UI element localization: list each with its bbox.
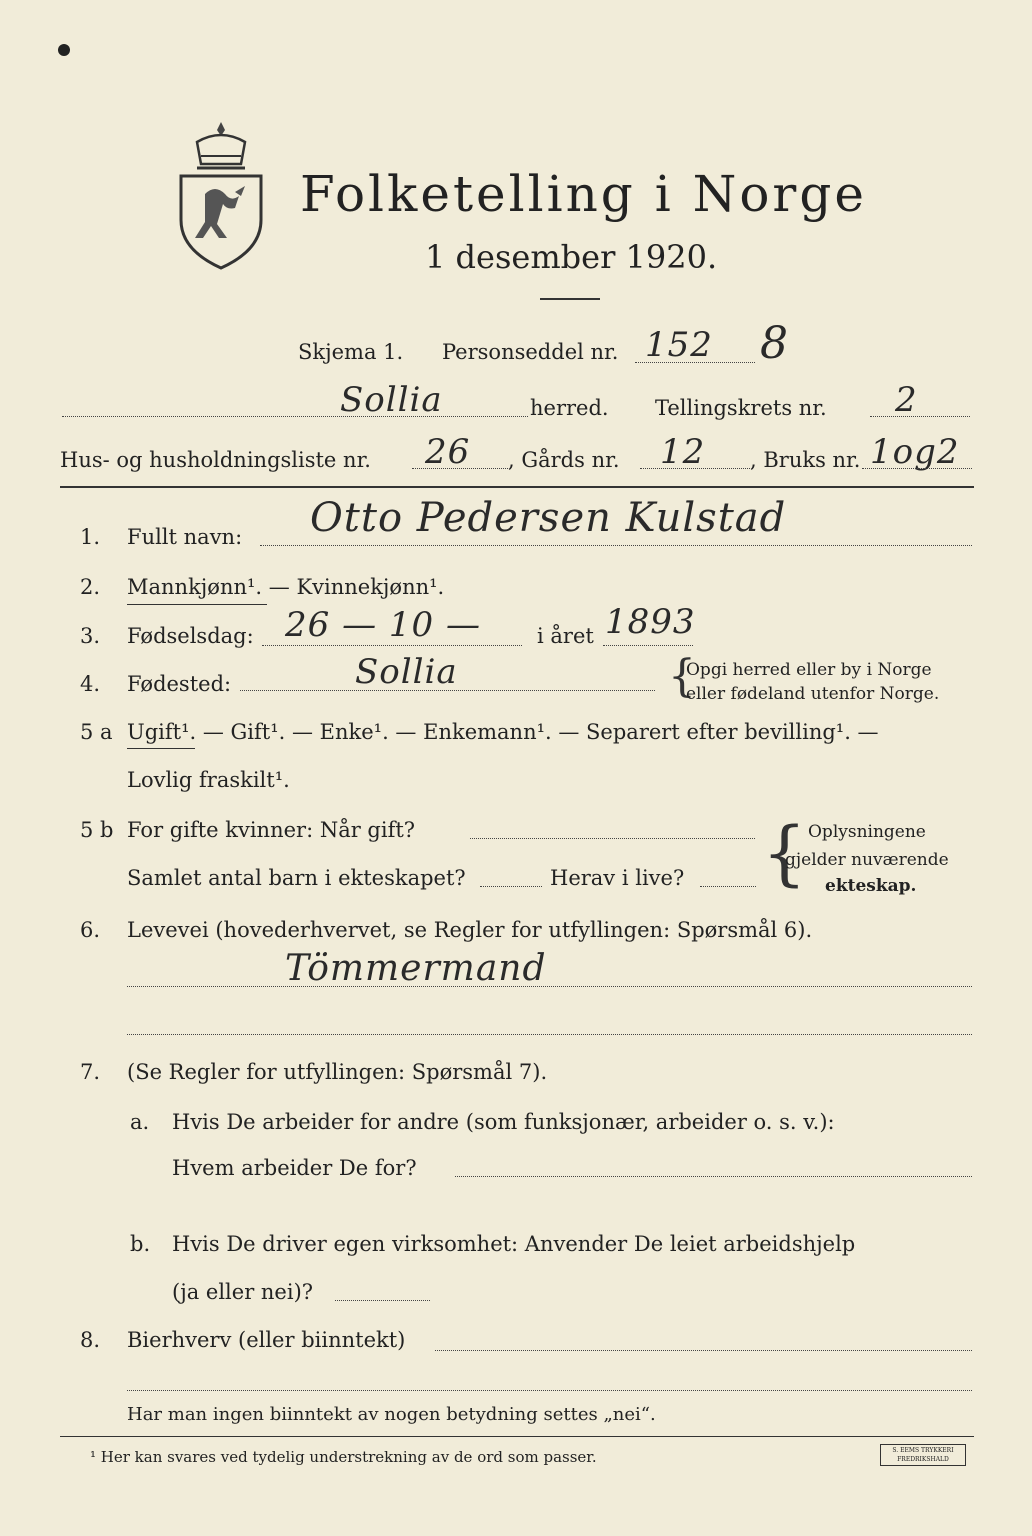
bruks-line — [862, 468, 972, 469]
q7b-label: Hvis De driver egen virksomhet: Anvender De leiet arbeidshjelp — [172, 1232, 856, 1256]
q6-label: Levevei (hovederhvervet, se Regler for utfyllingen: Spørsmål 6). — [127, 918, 813, 942]
q5a-label-2: Lovlig fraskilt¹. — [127, 768, 290, 792]
q4-label: Fødested: — [127, 672, 232, 696]
personseddel-value: 152 — [645, 325, 713, 365]
q5b-note-3: ekteskap. — [825, 876, 917, 896]
tellingskrets-line — [870, 416, 970, 417]
q8-line-2 — [127, 1390, 972, 1391]
q8-line-1 — [435, 1350, 972, 1351]
herred-value: Sollia — [340, 380, 443, 420]
q5b-number: 5 b — [80, 818, 114, 842]
printer-stamp-text: S. EEMS TRYKKERI FREDRIKSHALD — [892, 1447, 954, 1463]
q5b-children-line — [480, 886, 542, 887]
q5b-alive-line — [700, 886, 756, 887]
q6-line-1 — [127, 986, 972, 987]
q6-value: Tömmermand — [285, 948, 547, 989]
q3-year-line — [603, 645, 693, 646]
q3-label: Fødselsdag: — [127, 624, 254, 648]
q1-number: 1. — [80, 525, 101, 549]
printer-stamp — [880, 1444, 966, 1466]
q7-number: 7. — [80, 1060, 101, 1084]
q5b-label-3: Herav i live? — [550, 866, 685, 890]
q5b-when-line — [470, 838, 755, 839]
header-rule — [60, 486, 974, 488]
q8-label: Bierhverv (eller biinntekt) — [127, 1328, 406, 1352]
q4-brace-icon: { — [668, 651, 696, 702]
personseddel-line — [635, 362, 755, 363]
bruks-value: 1og2 — [870, 432, 960, 472]
q2-number: 2. — [80, 575, 101, 599]
personseddel-label: Personseddel nr. — [442, 340, 619, 364]
q5b-label: For gifte kvinner: Når gift? — [127, 818, 416, 842]
q5b-brace-icon: { — [762, 812, 807, 894]
q7a-number: a. — [130, 1110, 150, 1134]
q5a-number: 5 a — [80, 720, 113, 744]
ink-spot — [58, 44, 70, 56]
q7-label: (Se Regler for utfyllingen: Spørsmål 7). — [127, 1060, 548, 1084]
q5a-label: Ugift¹. — Gift¹. — Enke¹. — Enkemann¹. — Separert efter bevilling¹. — — [127, 720, 879, 744]
q4-number: 4. — [80, 672, 101, 696]
q2-underline — [127, 604, 267, 605]
herred-label: herred. — [530, 396, 609, 420]
q7b-label-2: (ja eller nei)? — [172, 1280, 314, 1304]
q7a-line — [455, 1176, 972, 1177]
q7b-number: b. — [130, 1232, 151, 1256]
herred-line — [62, 416, 528, 417]
q3-line — [262, 645, 522, 646]
q3-value: 26 — 10 — — [285, 605, 481, 645]
q4-note-1: Opgi herred eller by i Norge — [686, 660, 932, 680]
q7b-line — [335, 1300, 430, 1301]
gards-line — [640, 468, 750, 469]
gards-label: , Gårds nr. — [508, 448, 620, 472]
q4-line — [240, 690, 655, 691]
q8-number: 8. — [80, 1328, 101, 1352]
norway-coat-of-arms-icon — [175, 120, 267, 270]
tellingskrets-label: Tellingskrets nr. — [655, 396, 827, 420]
q5b-label-2: Samlet antal barn i ekteskapet? — [127, 866, 466, 890]
form-title: Folketelling i Norge — [300, 165, 867, 223]
hus-label: Hus- og husholdningsliste nr. — [60, 448, 371, 472]
gards-value: 12 — [660, 432, 706, 472]
q1-line — [260, 545, 972, 546]
hus-line — [412, 468, 508, 469]
q6-number: 6. — [80, 918, 101, 942]
q3-year-value: 1893 — [605, 602, 696, 642]
note-text: Har man ingen biinntekt av nogen betydning settes „nei“. — [127, 1404, 656, 1425]
q5b-note-2: gjelder nuværende — [785, 850, 949, 870]
footnote-text: ¹ Her kan svares ved tydelig understrekning av de ord som passer. — [90, 1448, 597, 1466]
q5a-underline — [127, 748, 195, 749]
footer-rule — [60, 1436, 974, 1437]
title-divider — [540, 298, 600, 300]
q3-number: 3. — [80, 624, 101, 648]
q1-value: Otto Pedersen Kulstad — [310, 495, 787, 541]
tellingskrets-value: 2 — [895, 380, 918, 420]
q7a-label: Hvis De arbeider for andre (som funksjonær, arbeider o. s. v.): — [172, 1110, 835, 1134]
q4-note-2: eller fødeland utenfor Norge. — [686, 684, 940, 704]
q6-line-2 — [127, 1034, 972, 1035]
q7a-label-2: Hvem arbeider De for? — [172, 1156, 417, 1180]
q4-value: Sollia — [355, 652, 458, 692]
q5b-note-1: Oplysningene — [808, 822, 926, 842]
q3-year-label: i året — [537, 624, 594, 648]
skjema-label: Skjema 1. — [298, 340, 404, 364]
personseddel-extra: 8 — [760, 318, 789, 369]
q1-label: Fullt navn: — [127, 525, 243, 549]
form-date: 1 desember 1920. — [425, 238, 718, 276]
hus-value: 26 — [425, 432, 471, 472]
q2-label: Mannkjønn¹. — Kvinnekjønn¹. — [127, 575, 445, 599]
bruks-label: , Bruks nr. — [750, 448, 861, 472]
